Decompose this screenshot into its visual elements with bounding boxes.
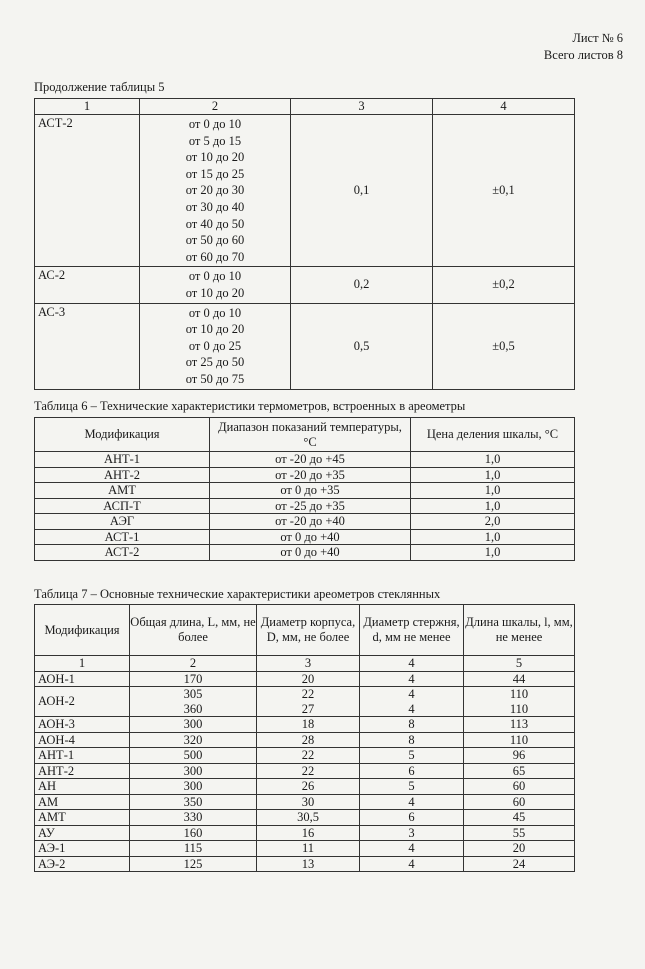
table6-cell: 1,0 — [411, 545, 575, 561]
table7-cell: 24 — [464, 856, 575, 872]
table-row — [35, 794, 575, 810]
range-cell: от 0 до 10 от 5 до 15 от 10 до 20 от 15 до 25 от 20 до 30 от 30 до 40 от 40 до 50 от 50 до 60 от 60 до 70 — [140, 115, 291, 267]
table7-cell: 320 — [130, 732, 257, 748]
table6-header-cell: Цена деления шкалы, °С — [411, 418, 575, 452]
table7-cell: 22 — [257, 763, 360, 779]
table7-number-row — [35, 656, 575, 672]
table7-cell: АЭ-1 — [35, 841, 130, 857]
table5-header-cell: 1 — [35, 99, 140, 115]
table6-cell: АСТ-1 — [35, 529, 210, 545]
table7-cell: АНТ-1 — [35, 748, 130, 764]
column-number-cell: 3 — [257, 656, 360, 672]
table5-header-cell: 2 — [140, 99, 291, 115]
table7-cell: 350 — [130, 794, 257, 810]
table6-cell: 1,0 — [411, 467, 575, 483]
table7-cell: 160 — [130, 825, 257, 841]
table7-cell: 30,5 — [257, 810, 360, 826]
table7-cell: 3 — [360, 825, 464, 841]
table7-cell: 6 — [360, 763, 464, 779]
table7-cell: 45 — [464, 810, 575, 826]
table7-cell: 4 — [360, 856, 464, 872]
table-row — [35, 303, 575, 389]
table-row — [35, 452, 575, 468]
table7-cell: 60 — [464, 794, 575, 810]
modification-cell: АСТ-2 — [35, 115, 140, 267]
table6-cell: АМТ — [35, 483, 210, 499]
table7-cell: 170 — [130, 671, 257, 687]
column-number-cell: 5 — [464, 656, 575, 672]
table-row — [35, 115, 575, 267]
table-row — [35, 841, 575, 857]
table7-cell: 11 — [257, 841, 360, 857]
table6-cell: АНТ-1 — [35, 452, 210, 468]
table7-cell: 500 — [130, 748, 257, 764]
table6-cell: АНТ-2 — [35, 467, 210, 483]
table7 — [34, 604, 575, 872]
table7-cell: 300 — [130, 717, 257, 733]
table7-cell: 20 — [464, 841, 575, 857]
table5 — [34, 98, 575, 390]
table-row — [35, 687, 575, 717]
table5-header-cell: 3 — [291, 99, 433, 115]
table6-cell: от -20 до +40 — [210, 514, 411, 530]
table7-cell: 22 27 — [257, 687, 360, 717]
range-cell: от 0 до 10 от 10 до 20 от 0 до 25 от 25 до 50 от 50 до 75 — [140, 303, 291, 389]
table-row — [35, 779, 575, 795]
sheet-total: Всего листов 8 — [543, 48, 623, 62]
modification-cell: АС-2 — [35, 267, 140, 303]
table-row — [35, 717, 575, 733]
table7-caption: Таблица 7 – Основные технические характеристики ареометров стеклянных — [34, 587, 441, 601]
table-row — [35, 810, 575, 826]
table7-cell: 30 — [257, 794, 360, 810]
column-number-cell: 2 — [130, 656, 257, 672]
error-cell: ±0,1 — [433, 115, 575, 267]
table7-cell: 28 — [257, 732, 360, 748]
table7-cell: АОН-2 — [35, 687, 130, 717]
table-row — [35, 671, 575, 687]
division-cell: 0,1 — [291, 115, 433, 267]
table6-header-row — [35, 418, 575, 452]
division-cell: 0,5 — [291, 303, 433, 389]
table7-cell: 44 — [464, 671, 575, 687]
table7-cell: 16 — [257, 825, 360, 841]
table7-cell: 65 — [464, 763, 575, 779]
table7-header-row — [35, 605, 575, 656]
table-row — [35, 467, 575, 483]
table7-cell: АОН-4 — [35, 732, 130, 748]
table6-cell: 1,0 — [411, 529, 575, 545]
table7-header-cell: Диаметр стержня, d, мм не менее — [360, 605, 464, 656]
modification-cell: АС-3 — [35, 303, 140, 389]
table-row — [35, 498, 575, 514]
table7-cell: 305 360 — [130, 687, 257, 717]
table7-header-cell: Диаметр корпуса, D, мм, не более — [257, 605, 360, 656]
table-row — [35, 732, 575, 748]
table7-cell: АМТ — [35, 810, 130, 826]
table-row — [35, 748, 575, 764]
table-row — [35, 483, 575, 499]
table7-cell: АОН-1 — [35, 671, 130, 687]
table7-cell: 6 — [360, 810, 464, 826]
table5-header-row — [35, 99, 575, 115]
table6-cell: 2,0 — [411, 514, 575, 530]
error-cell: ±0,5 — [433, 303, 575, 389]
table7-cell: АМ — [35, 794, 130, 810]
table6-cell: АЭГ — [35, 514, 210, 530]
table7-cell: 300 — [130, 779, 257, 795]
table7-cell: 18 — [257, 717, 360, 733]
table7-cell: 113 — [464, 717, 575, 733]
table6-cell: 1,0 — [411, 498, 575, 514]
table6-cell: АСТ-2 — [35, 545, 210, 561]
table7-cell: АУ — [35, 825, 130, 841]
table7-header-cell: Общая длина, L, мм, не более — [130, 605, 257, 656]
table6 — [34, 417, 575, 561]
table-row — [35, 514, 575, 530]
table-row — [35, 267, 575, 303]
table7-cell: 8 — [360, 732, 464, 748]
table7-cell: 55 — [464, 825, 575, 841]
division-cell: 0,2 — [291, 267, 433, 303]
table7-cell: 60 — [464, 779, 575, 795]
table6-caption: Таблица 6 – Технические характеристики термометров, встроенных в ареометры — [34, 399, 466, 413]
table6-cell: 1,0 — [411, 483, 575, 499]
table7-cell: АН — [35, 779, 130, 795]
column-number-cell: 1 — [35, 656, 130, 672]
table-row — [35, 856, 575, 872]
table7-cell: 5 — [360, 748, 464, 764]
table7-cell: 8 — [360, 717, 464, 733]
table7-header-cell: Длина шкалы, l, мм, не менее — [464, 605, 575, 656]
sheet-number: Лист № 6 — [572, 31, 623, 45]
table7-cell: 4 — [360, 794, 464, 810]
table7-cell: 4 4 — [360, 687, 464, 717]
table7-cell: 110 110 — [464, 687, 575, 717]
table7-cell: 22 — [257, 748, 360, 764]
table7-cell: 115 — [130, 841, 257, 857]
table7-cell: АЭ-2 — [35, 856, 130, 872]
range-cell: от 0 до 10 от 10 до 20 — [140, 267, 291, 303]
table6-cell: от -25 до +35 — [210, 498, 411, 514]
table7-cell: 300 — [130, 763, 257, 779]
table7-cell: 110 — [464, 732, 575, 748]
table5-caption: Продолжение таблицы 5 — [34, 80, 165, 94]
error-cell: ±0,2 — [433, 267, 575, 303]
table6-cell: АСП-Т — [35, 498, 210, 514]
table-row — [35, 529, 575, 545]
table6-cell: от -20 до +45 — [210, 452, 411, 468]
table6-cell: от -20 до +35 — [210, 467, 411, 483]
table7-cell: 13 — [257, 856, 360, 872]
table6-cell: 1,0 — [411, 452, 575, 468]
table-row — [35, 545, 575, 561]
table7-cell: 96 — [464, 748, 575, 764]
table7-cell: 5 — [360, 779, 464, 795]
table5-header-cell: 4 — [433, 99, 575, 115]
table6-cell: от 0 до +40 — [210, 545, 411, 561]
table7-cell: 125 — [130, 856, 257, 872]
column-number-cell: 4 — [360, 656, 464, 672]
table7-cell: 20 — [257, 671, 360, 687]
table7-cell: 26 — [257, 779, 360, 795]
table-row — [35, 825, 575, 841]
table6-cell: от 0 до +40 — [210, 529, 411, 545]
table6-header-cell: Диапазон показаний температуры, °С — [210, 418, 411, 452]
table6-cell: от 0 до +35 — [210, 483, 411, 499]
table7-cell: АОН-3 — [35, 717, 130, 733]
table-row — [35, 763, 575, 779]
table6-header-cell: Модификация — [35, 418, 210, 452]
table7-cell: 4 — [360, 841, 464, 857]
table7-cell: АНТ-2 — [35, 763, 130, 779]
table7-cell: 4 — [360, 671, 464, 687]
table7-header-cell: Модификация — [35, 605, 130, 656]
table7-cell: 330 — [130, 810, 257, 826]
